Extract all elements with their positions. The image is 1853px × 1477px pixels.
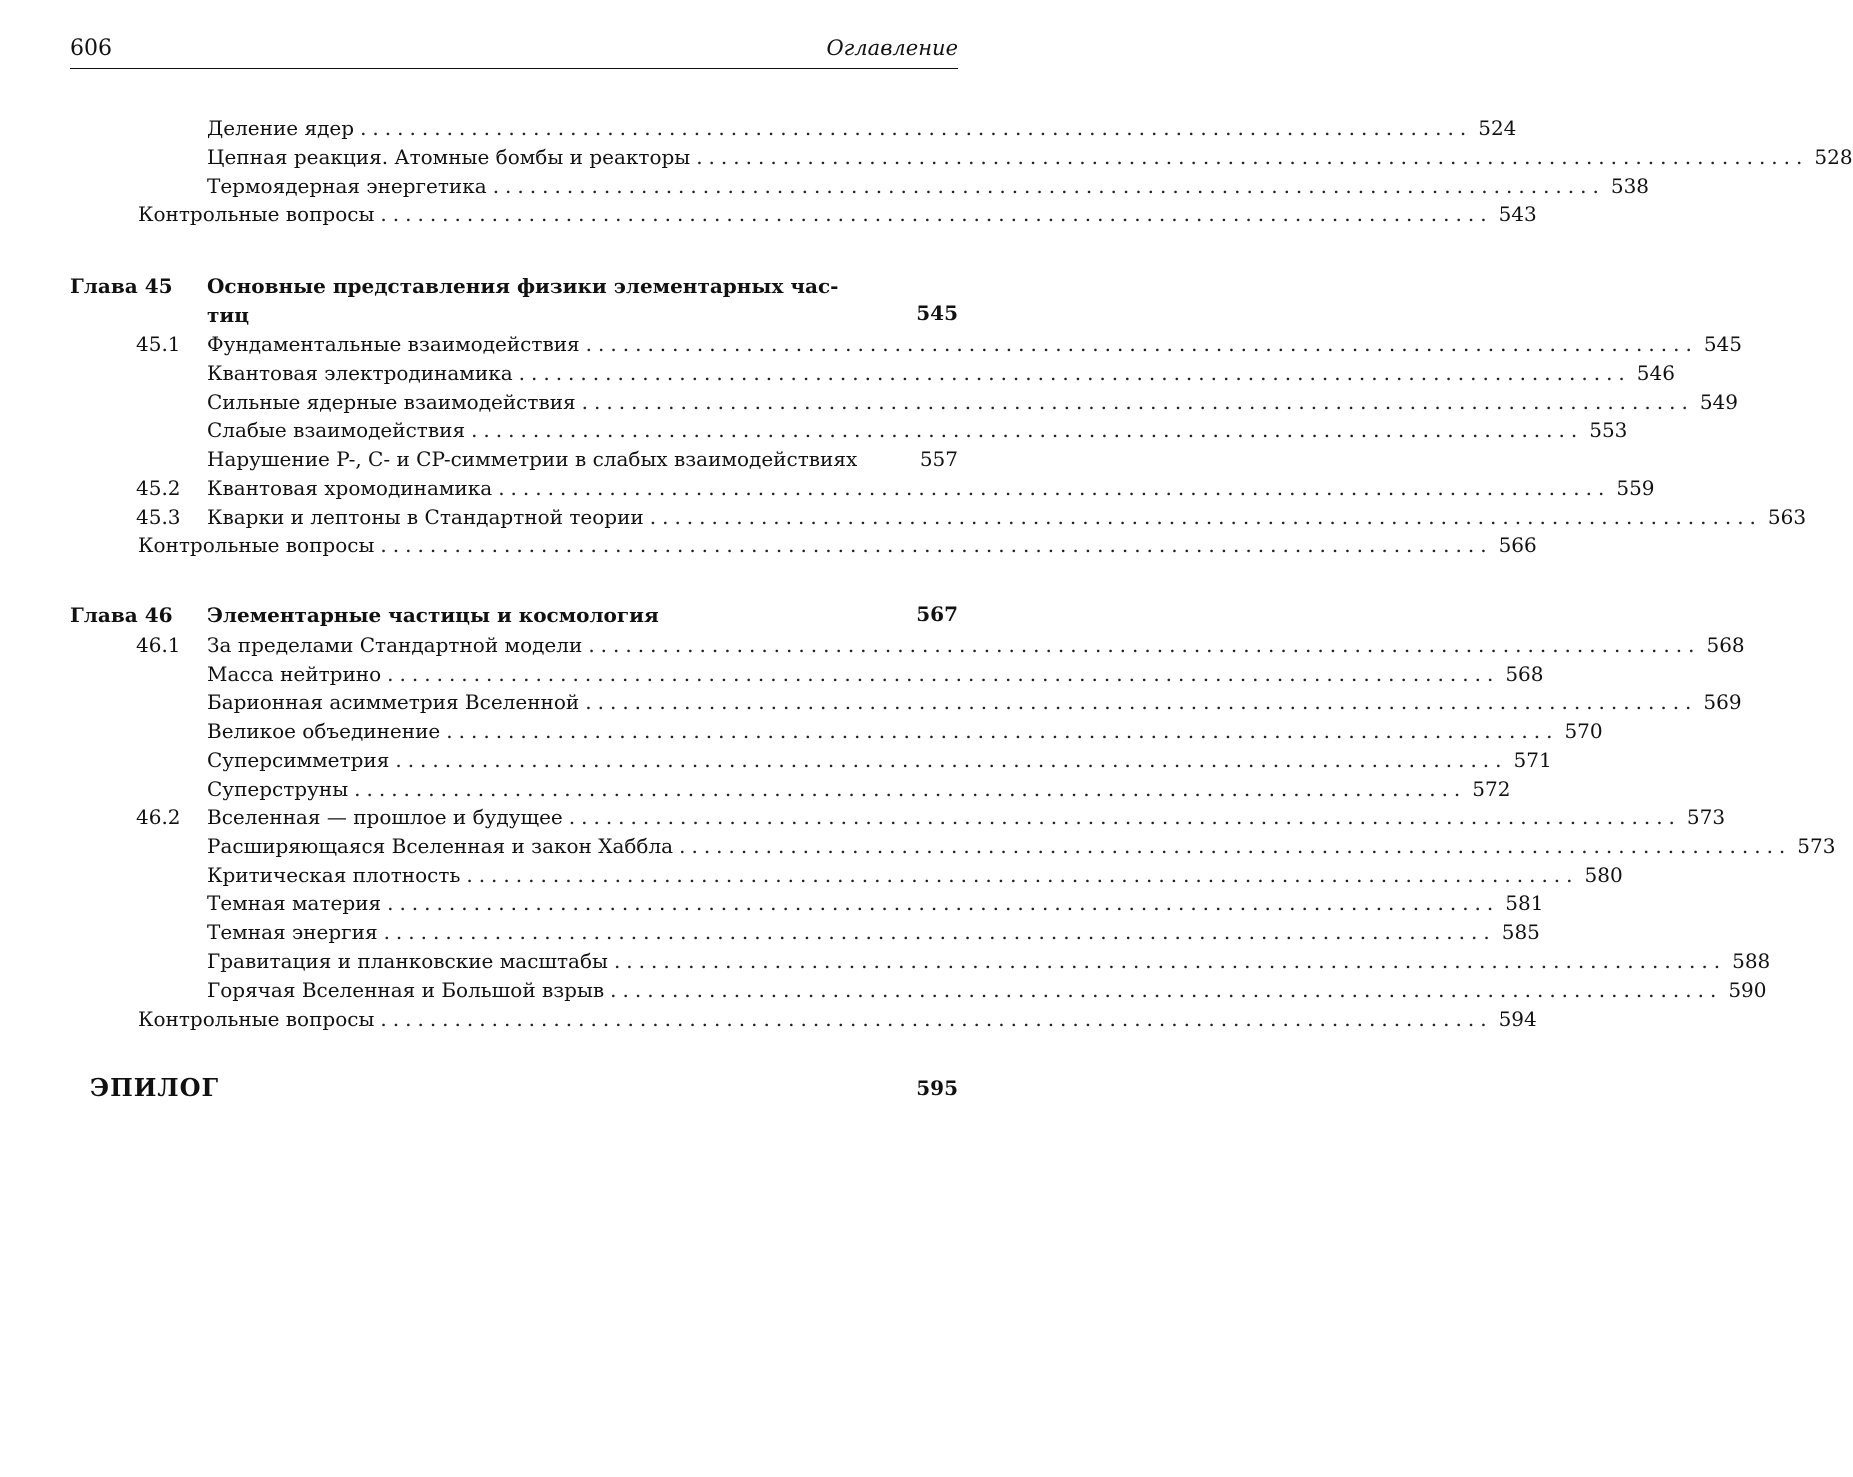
toc-entry[interactable]: Критическая плотность .......................................................................................... 580 [207,863,1623,887]
leader-dots: .......................................................................................... [380,1007,1493,1031]
section-number: 45.2 [136,476,181,500]
leader-dots: .......................................................................................... [446,719,1559,743]
leader-dots: .......................................................................................... [387,662,1500,686]
toc-entry[interactable]: Сильные ядерные взаимодействия .......................................................................................... 549 [207,390,1739,414]
leader-dots: .......................................................................................... [610,978,1723,1002]
section-number: 45.1 [136,332,181,356]
toc-entry[interactable]: Расширяющаяся Вселенная и закон Хаббла .......................................................................................... 573 [207,834,1836,858]
toc-entry-control-questions[interactable]: Контрольные вопросы .......................................................................................... 594 [138,1007,1537,1031]
chapter-page: 567 [916,602,958,626]
leader-dots: .......................................................................................... [696,145,1809,169]
leader-dots: .......................................................................................... [471,418,1584,442]
toc-entry[interactable]: Термоядерная энергетика .......................................................................................... 538 [207,174,1650,198]
leader-dots: .......................................................................................... [568,805,1681,829]
leader-dots: .......................................................................................... [466,863,1579,887]
chapter-title-continued[interactable]: тиц [207,303,250,327]
toc-entry[interactable]: Суперсимметрия .......................................................................................... 571 [207,748,1552,772]
chapter-label: Глава 46 [70,603,173,627]
leader-dots: .......................................................................................... [380,533,1493,557]
toc-entry[interactable]: Вселенная — прошлое и будущее .......................................................................................... 573 [207,805,1726,829]
leader-dots: .......................................................................................... [354,777,1467,801]
leader-dots: .......................................................................................... [387,891,1500,915]
toc-entry[interactable]: Гравитация и планковские масштабы .......................................................................................... 588 [207,949,1771,973]
chapter-title[interactable]: Основные представления физики элементарных час- [207,274,839,298]
toc-entry-control-questions[interactable]: Контрольные вопросы .......................................................................................... 566 [138,533,1537,557]
toc-entry[interactable]: Квантовая электродинамика .......................................................................................... 546 [207,361,1675,385]
leader-dots: .......................................................................................... [613,949,1727,973]
chapter-label: Глава 45 [70,274,173,298]
leader-dots: .......................................................................................... [380,202,1493,226]
leader-dots: .......................................................................................... [585,332,1698,356]
chapter-page: 545 [916,301,958,325]
leader-dots: .......................................................................................... [492,174,1605,198]
toc-entry[interactable]: Кварки и лептоны в Стандартной теории .......................................................................................... 563 [207,505,1807,529]
toc-entry[interactable]: Слабые взаимодействия .......................................................................................... 553 [207,418,1628,442]
toc-entry[interactable]: Суперструны .......................................................................................... 572 [207,777,1511,801]
toc-entry[interactable]: Масса нейтрино .......................................................................................... 568 [207,662,1544,686]
toc-entry[interactable]: Цепная реакция. Атомные бомбы и реакторы .......................................................................................... 528 [207,145,1853,169]
leader-dots: .......................................................................................... [498,476,1611,500]
toc-entry[interactable]: Темная материя .......................................................................................... 581 [207,891,1544,915]
toc-entry-control-questions[interactable]: Контрольные вопросы .......................................................................................... 543 [138,202,1537,226]
running-header [70,36,958,69]
toc-entry[interactable]: Темная энергия .......................................................................................... 585 [207,920,1540,944]
running-section-title: Оглавление [826,36,958,60]
section-number: 46.1 [136,633,181,657]
epilog-page: 595 [916,1076,958,1100]
leader-dots: .......................................................................................... [360,116,1473,140]
leader-dots: .......................................................................................... [588,633,1701,657]
toc-entry[interactable]: Барионная асимметрия Вселенной .......................................................................................... 569 [207,690,1742,714]
toc-entry[interactable]: Фундаментальные взаимодействия .......................................................................................... 545 [207,332,1743,356]
leader-dots: .......................................................................................... [581,390,1694,414]
toc-entry[interactable]: За пределами Стандартной модели .......................................................................................... 568 [207,633,1745,657]
section-number: 46.2 [136,805,181,829]
leader-dots: .......................................................................................... [649,505,1762,529]
leader-dots: .......................................................................................... [679,834,1792,858]
epilog-title[interactable]: ЭПИЛОГ [90,1073,220,1102]
toc-entry[interactable]: Горячая Вселенная и Большой взрыв .......................................................................................... 590 [207,978,1767,1002]
toc-entry[interactable]: Нарушение P-, C- и CP-симметрии в слабых взаимодействиях 557 [207,447,958,471]
toc-entry[interactable]: Великое объединение .......................................................................................... 570 [207,719,1603,743]
chapter-title[interactable]: Элементарные частицы и космология [207,603,659,627]
leader-dots: .......................................................................................... [518,361,1631,385]
toc-entry[interactable]: Квантовая хромодинамика .......................................................................................... 559 [207,476,1655,500]
leader-dots: .......................................................................................... [395,748,1508,772]
leader-dots: .......................................................................................... [585,690,1698,714]
leader-dots: .......................................................................................... [383,920,1496,944]
section-number: 45.3 [136,505,181,529]
page-number: 606 [70,36,112,61]
toc-entry[interactable]: Деление ядер .......................................................................................... 524 [207,116,1517,140]
